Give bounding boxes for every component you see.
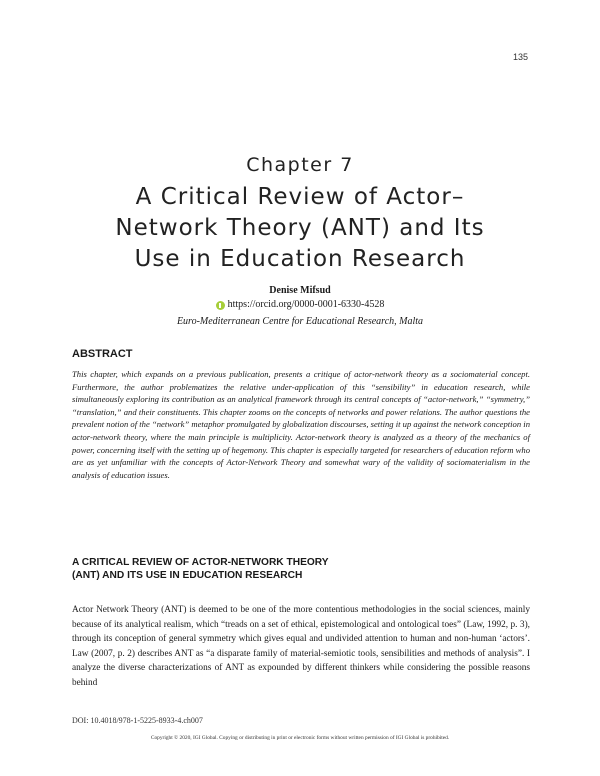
section-heading-line: (ANT) AND ITS USE IN EDUCATION RESEARCH bbox=[72, 570, 303, 581]
copyright-notice: Copyright © 2020, IGI Global. Copying or distributing in print or electronic forms without written permission of IGI Global is prohibited. bbox=[150, 735, 450, 741]
author-name: Denise Mifsud bbox=[269, 285, 331, 296]
author-affiliation: Euro-Mediterranean Centre for Educational Research, Malta bbox=[176, 315, 424, 327]
chapter-label: Chapter 7 bbox=[246, 154, 354, 176]
abstract-heading: ABSTRACT bbox=[72, 348, 133, 360]
body-paragraph: Actor Network Theory (ANT) is deemed to be one of the more contentious methodologies in the social sciences, mainly because of its analytical realism, which “treads on a set of ethical, epistemological and ontological toes” (Law, 1992, p. 3), through its conception of general symmetry which gives equal and undivided attention to human and non-human ‘actors’. Law (2007, p. 2) describes ANT as “a disparate family of material-semiotic tools, sensibilities and methods of analysis”. I analyze the diverse characterizations of ANT as expounded by different thinkers while considering the possible reasons behind bbox=[72, 605, 530, 688]
chapter-title bbox=[60, 182, 540, 275]
doi: DOI: 10.4018/978-1-5225-8933-4.ch007 bbox=[72, 716, 203, 725]
chapter-title-line: Network Theory (ANT) and Its bbox=[115, 215, 485, 241]
orcid-row bbox=[0, 298, 600, 315]
chapter-title-line: Use in Education Research bbox=[134, 246, 466, 272]
chapter-title-line: A Critical Review of Actor– bbox=[135, 184, 465, 210]
abstract-text: This chapter, which expands on a previous publication, presents a critique of actor-network theory as a sociomaterial concept. Furthermore, the author problematizes the relative under-application of this “sensibility” in education research, while simultaneously exploring its contribution as an analytical framework through its central concepts of “actor-network,” “symmetry,” “translation,” and their constituents. This chapter zooms on the concepts of networks and power relations. The author questions the prevalent notion of the “network” metaphor promulgated by globalization discourses, setting it up against the network conception in actor-network theory, where the main principle is multiplicity. Actor-network theory is analyzed as a theory of the mechanics of power, concerning itself with the setting up of hegemony. This chapter is especially targeted for researchers of education reform who are as yet unfamiliar with the concepts of Actor-Network Theory and somewhat wary of the validity of sociomaterialism in the analysis of education issues. bbox=[72, 369, 530, 480]
page-number: 135 bbox=[512, 52, 528, 62]
section-heading bbox=[72, 556, 532, 582]
orcid-link[interactable]: https://orcid.org/0000-0001-6330-4528 bbox=[227, 299, 385, 310]
author-block bbox=[0, 284, 600, 329]
orcid-line bbox=[216, 298, 385, 312]
orcid-icon bbox=[216, 301, 225, 310]
section-heading-line: A CRITICAL REVIEW OF ACTOR-NETWORK THEORY bbox=[72, 557, 329, 568]
